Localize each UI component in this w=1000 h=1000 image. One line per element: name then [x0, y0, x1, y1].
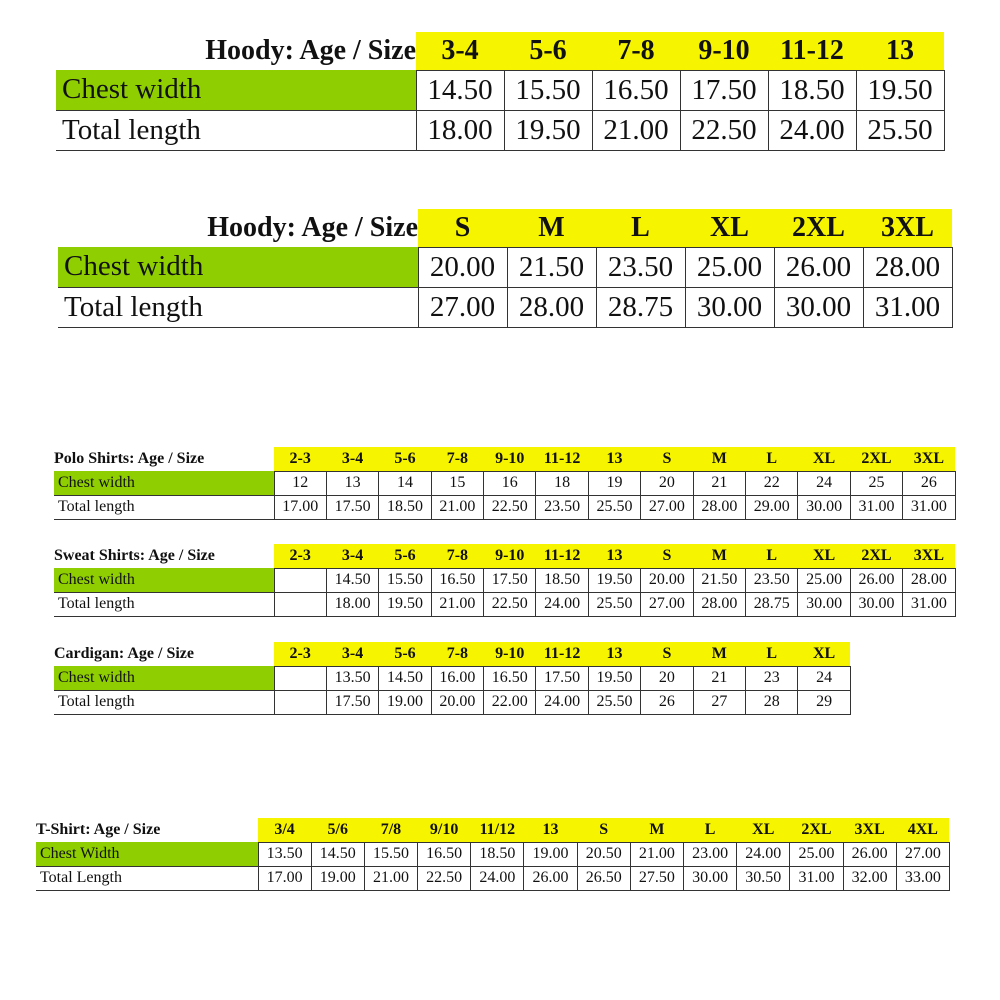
total-length-value: 24.00: [536, 592, 588, 616]
total-length-value: 19.50: [504, 110, 592, 150]
size-label: 2XL: [774, 209, 863, 247]
chest-width-value: 15: [431, 471, 483, 495]
chest-width-value: 17.50: [484, 568, 536, 592]
chest-width-value: 19.50: [856, 70, 944, 110]
size-label: XL: [685, 209, 774, 247]
size-label: 5-6: [504, 32, 592, 70]
chest-width-value: [274, 568, 326, 592]
total-length-value: 22.50: [484, 495, 536, 519]
size-header-row: [54, 447, 955, 471]
total-length-value: 19.00: [379, 690, 431, 714]
total-length-value: 22.50: [680, 110, 768, 150]
chest-width-value: 24: [798, 471, 850, 495]
size-label: 13: [588, 544, 640, 568]
chest-width-row: [54, 568, 955, 592]
total-length-row: [54, 495, 955, 519]
total-length-value: 33.00: [896, 866, 949, 890]
total-length-value: 18.00: [326, 592, 378, 616]
size-label: 11-12: [768, 32, 856, 70]
table-title: T-Shirt: Age / Size: [36, 821, 161, 838]
size-label: 3-4: [326, 642, 378, 666]
chest-width-value: 22: [746, 471, 798, 495]
table-title: Hoody: Age / Size: [58, 209, 418, 247]
chest-width-value: 14.50: [379, 666, 431, 690]
chest-width-value: 13.50: [258, 842, 311, 866]
chest-width-value: 26.00: [774, 247, 863, 287]
chest-width-row: [54, 471, 955, 495]
size-label: 13: [524, 818, 577, 842]
total-length-value: 17.00: [258, 866, 311, 890]
table-title: Hoody: Age / Size: [56, 32, 416, 70]
total-length-value: 21.00: [364, 866, 417, 890]
size-label: 9-10: [484, 447, 536, 471]
size-header-row: [58, 209, 952, 247]
chest-width-label: Chest width: [56, 70, 416, 110]
total-length-value: 29: [798, 690, 850, 714]
chest-width-row: [36, 842, 949, 866]
size-label: 4XL: [896, 818, 949, 842]
size-label: M: [693, 642, 745, 666]
chest-width-value: 16.50: [431, 568, 483, 592]
total-length-row: [36, 866, 949, 890]
chest-width-value: 18.50: [768, 70, 856, 110]
chest-width-value: 23.00: [684, 842, 737, 866]
chest-width-value: 24.00: [737, 842, 790, 866]
total-length-value: 26.50: [577, 866, 630, 890]
total-length-label: Total length: [54, 690, 274, 714]
total-length-value: 27.50: [630, 866, 683, 890]
size-label: 2-3: [274, 447, 326, 471]
total-length-value: 18.00: [416, 110, 504, 150]
total-length-label: Total length: [54, 592, 274, 616]
total-length-value: 27: [693, 690, 745, 714]
size-label: 3XL: [903, 544, 955, 568]
polo-size-table: [54, 447, 956, 520]
total-length-row: [58, 287, 952, 327]
chest-width-value: 18.50: [536, 568, 588, 592]
chest-width-value: 17.50: [536, 666, 588, 690]
total-length-value: 21.00: [431, 592, 483, 616]
size-label: 3/4: [258, 818, 311, 842]
chest-width-value: 24: [798, 666, 850, 690]
size-label: 2XL: [850, 544, 902, 568]
total-length-value: 22.50: [418, 866, 471, 890]
chest-width-value: 19.50: [588, 568, 640, 592]
chest-width-value: 15.50: [504, 70, 592, 110]
chest-width-value: 23: [746, 666, 798, 690]
sweat-size-table: [54, 544, 956, 617]
chest-width-row: [56, 70, 944, 110]
total-length-label: Total length: [54, 495, 274, 519]
size-label: 13: [588, 642, 640, 666]
total-length-value: 17.50: [326, 690, 378, 714]
size-label: S: [418, 209, 507, 247]
chest-width-value: 14: [379, 471, 431, 495]
total-length-value: 28.00: [507, 287, 596, 327]
chest-width-value: 20.00: [641, 568, 693, 592]
hoody-adult-size-table: [58, 209, 953, 328]
size-label: 7-8: [592, 32, 680, 70]
size-label: 11-12: [536, 447, 588, 471]
chest-width-value: 23.50: [596, 247, 685, 287]
chest-width-value: 14.50: [416, 70, 504, 110]
total-length-value: 31.00: [850, 495, 902, 519]
size-label: M: [507, 209, 596, 247]
size-label: 5-6: [379, 447, 431, 471]
total-length-value: 25.50: [588, 592, 640, 616]
total-length-value: 19.50: [379, 592, 431, 616]
total-length-value: 21.00: [431, 495, 483, 519]
chest-width-value: 21.50: [693, 568, 745, 592]
total-length-value: 31.00: [863, 287, 952, 327]
total-length-value: 31.00: [903, 495, 955, 519]
size-label: 13: [588, 447, 640, 471]
size-label: S: [641, 447, 693, 471]
total-length-value: 28: [746, 690, 798, 714]
size-header-row: [54, 544, 955, 568]
size-label: 7-8: [431, 642, 483, 666]
total-length-label: Total Length: [36, 866, 258, 890]
total-length-value: 31.00: [790, 866, 843, 890]
size-header-row: [56, 32, 944, 70]
size-label: L: [746, 642, 798, 666]
size-label: 5-6: [379, 642, 431, 666]
total-length-value: 27.00: [418, 287, 507, 327]
chest-width-value: 14.50: [311, 842, 364, 866]
chest-width-label: Chest width: [54, 471, 274, 495]
total-length-value: 30.00: [685, 287, 774, 327]
chest-width-value: 13: [326, 471, 378, 495]
chest-width-label: Chest width: [58, 247, 418, 287]
chest-width-value: 20.50: [577, 842, 630, 866]
total-length-row: [54, 690, 850, 714]
size-label: L: [746, 447, 798, 471]
total-length-value: [274, 592, 326, 616]
size-label: 9-10: [484, 544, 536, 568]
total-length-value: 25.50: [588, 495, 640, 519]
chest-width-value: 20.00: [418, 247, 507, 287]
chest-width-value: 12: [274, 471, 326, 495]
chest-width-value: 16.00: [431, 666, 483, 690]
chest-width-value: 21.00: [630, 842, 683, 866]
chest-width-label: Chest Width: [36, 842, 258, 866]
chest-width-value: 25.00: [685, 247, 774, 287]
chest-width-value: 20: [641, 471, 693, 495]
total-length-value: 19.00: [311, 866, 364, 890]
chest-width-value: 16.50: [484, 666, 536, 690]
size-label: S: [577, 818, 630, 842]
total-length-value: 32.00: [843, 866, 896, 890]
total-length-value: 30.00: [798, 592, 850, 616]
chest-width-value: 23.50: [746, 568, 798, 592]
size-label: XL: [798, 544, 850, 568]
chest-width-value: 19.00: [524, 842, 577, 866]
size-label: 2XL: [850, 447, 902, 471]
size-label: L: [684, 818, 737, 842]
size-label: L: [746, 544, 798, 568]
size-label: M: [630, 818, 683, 842]
total-length-value: 17.00: [274, 495, 326, 519]
cardigan-size-table: [54, 642, 851, 715]
size-label: 3XL: [863, 209, 952, 247]
total-length-value: 30.00: [774, 287, 863, 327]
total-length-value: 27.00: [641, 495, 693, 519]
chest-width-value: 18: [536, 471, 588, 495]
total-length-value: 24.00: [768, 110, 856, 150]
chest-width-value: 20: [641, 666, 693, 690]
total-length-value: 30.00: [798, 495, 850, 519]
chest-width-value: 25: [850, 471, 902, 495]
chest-width-value: 16.50: [418, 842, 471, 866]
chest-width-value: 21: [693, 666, 745, 690]
chest-width-row: [54, 666, 850, 690]
size-label: 9-10: [484, 642, 536, 666]
chest-width-value: 15.50: [379, 568, 431, 592]
chest-width-value: 28.00: [903, 568, 955, 592]
chest-width-value: 25.00: [790, 842, 843, 866]
chest-width-value: 26.00: [843, 842, 896, 866]
table-title: Cardigan: Age / Size: [54, 645, 194, 662]
total-length-label: Total length: [56, 110, 416, 150]
total-length-value: 25.50: [856, 110, 944, 150]
size-label: 5-6: [379, 544, 431, 568]
total-length-value: 27.00: [641, 592, 693, 616]
total-length-value: 24.00: [536, 690, 588, 714]
size-label: 3-4: [416, 32, 504, 70]
total-length-value: 29.00: [746, 495, 798, 519]
chest-width-value: 13.50: [326, 666, 378, 690]
total-length-value: 28.75: [746, 592, 798, 616]
total-length-value: 24.00: [471, 866, 524, 890]
chest-width-label: Chest width: [54, 666, 274, 690]
size-label: 11-12: [536, 642, 588, 666]
size-label: 9/10: [418, 818, 471, 842]
size-label: 9-10: [680, 32, 768, 70]
total-length-value: 30.00: [850, 592, 902, 616]
total-length-value: 21.00: [592, 110, 680, 150]
total-length-label: Total length: [58, 287, 418, 327]
chest-width-value: 25.00: [798, 568, 850, 592]
total-length-value: 25.50: [588, 690, 640, 714]
total-length-value: 30.00: [684, 866, 737, 890]
size-label: 3-4: [326, 544, 378, 568]
size-label: XL: [798, 447, 850, 471]
chest-width-value: 21.50: [507, 247, 596, 287]
chest-width-row: [58, 247, 952, 287]
chest-width-value: 17.50: [680, 70, 768, 110]
total-length-value: 20.00: [431, 690, 483, 714]
total-length-value: 22.00: [484, 690, 536, 714]
chest-width-value: 21: [693, 471, 745, 495]
chest-width-value: 15.50: [364, 842, 417, 866]
chest-width-value: 16: [484, 471, 536, 495]
total-length-value: 22.50: [484, 592, 536, 616]
table-title: Sweat Shirts: Age / Size: [54, 547, 215, 564]
size-header-row: [54, 642, 850, 666]
size-label: 3XL: [903, 447, 955, 471]
total-length-value: 30.50: [737, 866, 790, 890]
size-label: XL: [737, 818, 790, 842]
size-label: 2-3: [274, 544, 326, 568]
size-label: 11-12: [536, 544, 588, 568]
size-label: S: [641, 642, 693, 666]
tshirt-size-table: [36, 818, 950, 891]
chest-width-value: 26.00: [850, 568, 902, 592]
size-label: 2XL: [790, 818, 843, 842]
chest-width-label: Chest width: [54, 568, 274, 592]
chest-width-value: [274, 666, 326, 690]
total-length-row: [56, 110, 944, 150]
size-label: 7/8: [364, 818, 417, 842]
total-length-value: 26.00: [524, 866, 577, 890]
chest-width-value: 19: [588, 471, 640, 495]
total-length-value: 28.00: [693, 592, 745, 616]
size-label: XL: [798, 642, 850, 666]
size-label: 2-3: [274, 642, 326, 666]
chest-width-value: 16.50: [592, 70, 680, 110]
chest-width-value: 26: [903, 471, 955, 495]
total-length-value: 26: [641, 690, 693, 714]
total-length-value: 28.75: [596, 287, 685, 327]
table-title: Polo Shirts: Age / Size: [54, 450, 205, 467]
size-label: M: [693, 544, 745, 568]
total-length-value: 23.50: [536, 495, 588, 519]
total-length-row: [54, 592, 955, 616]
size-label: 3-4: [326, 447, 378, 471]
size-label: 7-8: [431, 447, 483, 471]
size-header-row: [36, 818, 949, 842]
chest-width-value: 18.50: [471, 842, 524, 866]
total-length-value: [274, 690, 326, 714]
total-length-value: 18.50: [379, 495, 431, 519]
size-label: 13: [856, 32, 944, 70]
size-label: M: [693, 447, 745, 471]
size-label: 5/6: [311, 818, 364, 842]
size-label: S: [641, 544, 693, 568]
size-label: L: [596, 209, 685, 247]
total-length-value: 17.50: [326, 495, 378, 519]
total-length-value: 28.00: [693, 495, 745, 519]
chest-width-value: 19.50: [588, 666, 640, 690]
chest-width-value: 27.00: [896, 842, 949, 866]
total-length-value: 31.00: [903, 592, 955, 616]
chest-width-value: 28.00: [863, 247, 952, 287]
hoody-kids-size-table: [56, 32, 945, 151]
chest-width-value: 14.50: [326, 568, 378, 592]
size-label: 11/12: [471, 818, 524, 842]
size-label: 7-8: [431, 544, 483, 568]
size-label: 3XL: [843, 818, 896, 842]
